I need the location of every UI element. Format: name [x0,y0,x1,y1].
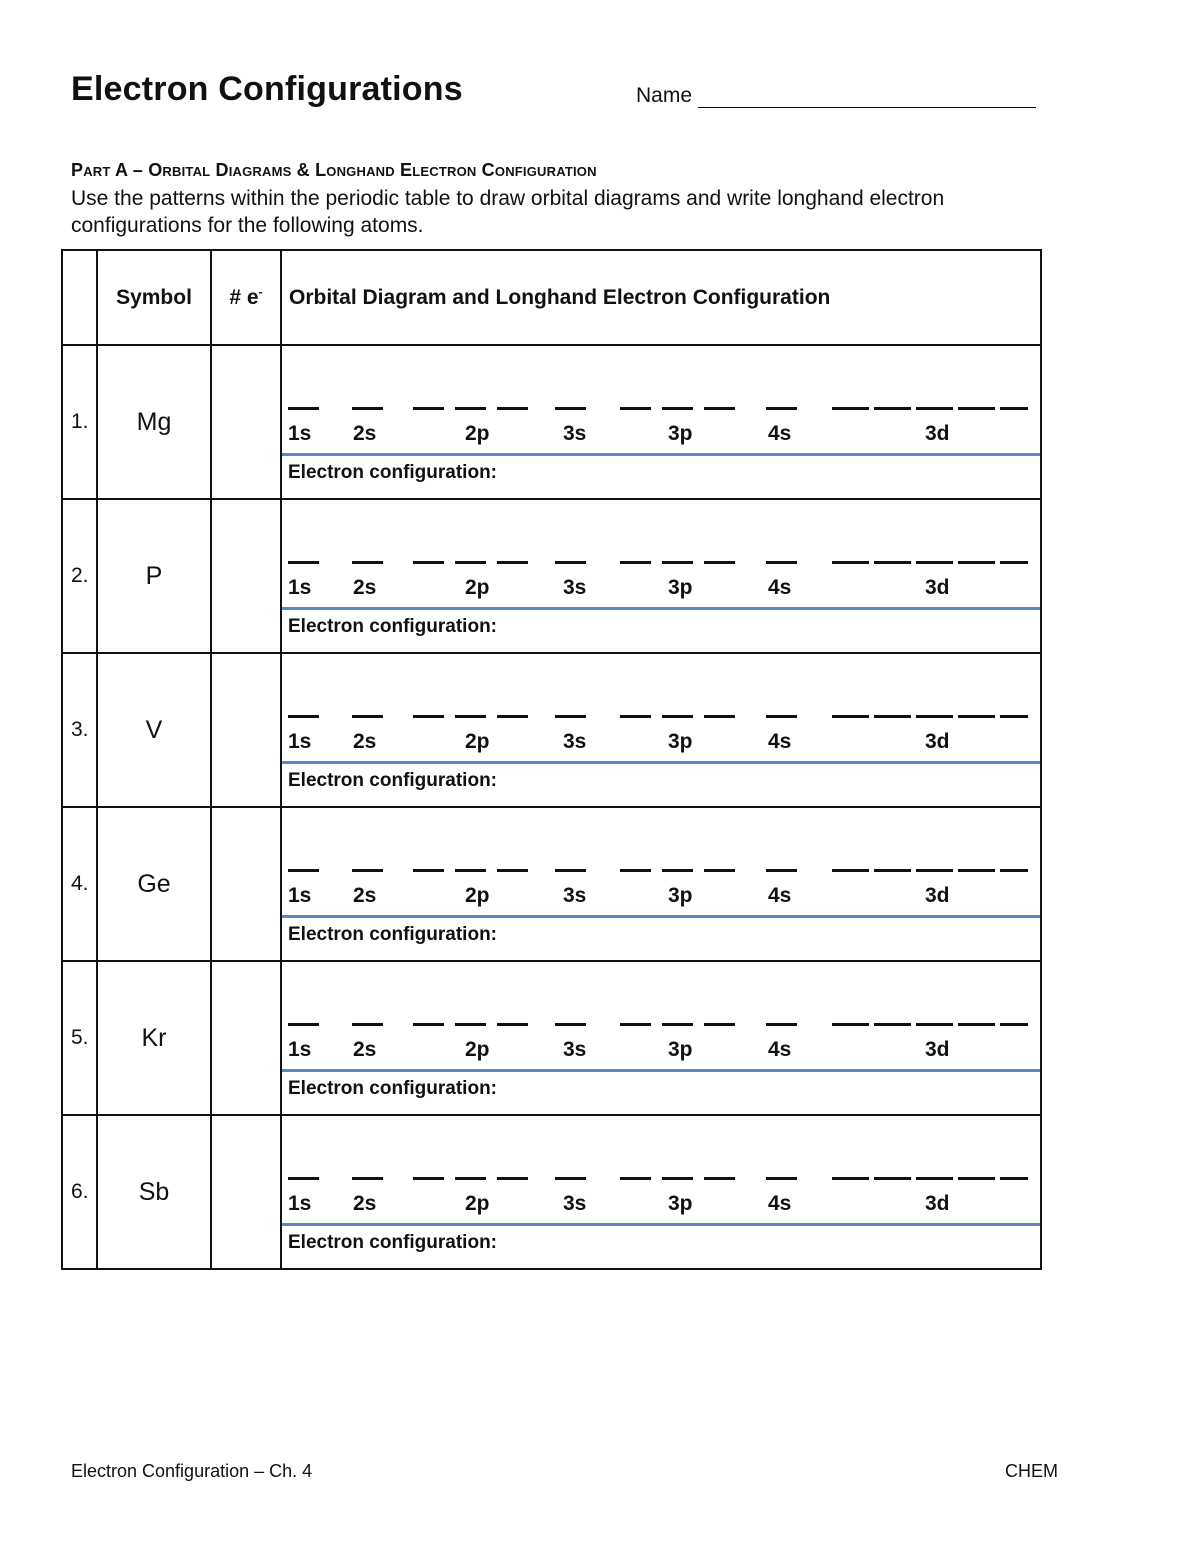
sublevel-label: 3s [563,1038,587,1061]
orbital-blank[interactable] [555,407,586,410]
orbital-blank[interactable] [916,407,953,410]
table-row [62,345,1041,499]
worksheet-table [61,249,1042,1270]
orbital-diagram-cell [281,499,1041,653]
element-symbol: Ge [97,807,211,961]
sublevel-label: 3s [563,576,587,599]
orbital-blank[interactable] [413,1177,444,1180]
orbital-blank[interactable] [352,407,383,410]
sublevel-label: 3p [668,1192,693,1215]
orbital-blank[interactable] [874,715,911,718]
orbital-blank[interactable] [555,715,586,718]
orbital-blank[interactable] [958,869,995,872]
electron-configuration-label: Electron configuration: [288,1078,497,1099]
orbital-blank[interactable] [620,1023,651,1026]
orbital-diagram [282,808,1040,918]
orbital-blank[interactable] [832,869,869,872]
orbital-blank[interactable] [455,407,486,410]
element-symbol: Sb [97,1115,211,1269]
orbital-blank[interactable] [916,869,953,872]
orbital-blank[interactable] [874,561,911,564]
orbital-blank[interactable] [832,1177,869,1180]
orbital-blank[interactable] [766,1023,797,1026]
element-symbol: V [97,653,211,807]
element-symbol: P [97,499,211,653]
orbital-blank[interactable] [288,869,319,872]
sublevel-label: 2p [465,576,490,599]
row-number: 6. [62,1115,97,1269]
orbital-blank[interactable] [874,1023,911,1026]
orbital-blank[interactable] [916,561,953,564]
orbital-blank[interactable] [662,715,693,718]
sublevel-label: 2p [465,730,490,753]
orbital-blank[interactable] [555,869,586,872]
sublevel-label: 2s [353,422,377,445]
sublevel-label: 3d [925,422,950,445]
orbital-diagram [282,500,1040,610]
sublevel-label: 1s [288,576,312,599]
orbital-diagram [282,1116,1040,1226]
electron-count-answer[interactable] [211,961,281,1115]
row-number: 2. [62,499,97,653]
orbital-blank[interactable] [620,561,651,564]
sublevel-label: 3s [563,730,587,753]
sublevel-label: 4s [768,1192,792,1215]
header-number-cell [62,250,97,345]
sublevel-label: 2s [353,1192,377,1215]
sublevel-label: 3p [668,730,693,753]
orbital-blank[interactable] [704,1177,735,1180]
sublevel-label: 3s [563,422,587,445]
sublevel-label: 2p [465,422,490,445]
footer-chapter: Electron Configuration – Ch. 4 [71,1461,313,1481]
orbital-diagram [282,346,1040,456]
electron-configuration-label: Electron configuration: [288,770,497,791]
name-label: Name [636,84,693,107]
section-divider [282,607,1040,610]
sublevel-label: 2s [353,730,377,753]
orbital-blank[interactable] [1000,1023,1028,1026]
orbital-diagram [282,654,1040,764]
sublevel-label: 3p [668,884,693,907]
orbital-diagram-cell [281,807,1041,961]
sublevel-label: 3d [925,884,950,907]
orbital-blank[interactable] [832,407,869,410]
footer-course: CHEM [1005,1461,1058,1481]
electron-configuration-label: Electron configuration: [288,924,497,945]
sublevel-label: 2s [353,576,377,599]
sublevel-label: 4s [768,422,792,445]
orbital-blank[interactable] [662,1023,693,1026]
orbital-blank[interactable] [958,1177,995,1180]
page-title: Electron Configurations [71,70,463,108]
row-number: 3. [62,653,97,807]
header-symbol: Symbol [97,250,211,345]
orbital-blank[interactable] [288,715,319,718]
orbital-blank[interactable] [288,561,319,564]
orbital-blank[interactable] [497,407,528,410]
electron-count-answer[interactable] [211,807,281,961]
sublevel-label: 3p [668,576,693,599]
section-divider [282,1223,1040,1226]
header-electron-count-label: # e [229,286,259,309]
orbital-diagram-cell [281,345,1041,499]
element-symbol: Mg [97,345,211,499]
sublevel-label: 2p [465,1192,490,1215]
orbital-blank[interactable] [620,407,651,410]
section-divider [282,1069,1040,1072]
orbital-blank[interactable] [1000,1177,1028,1180]
orbital-blank[interactable] [1000,715,1028,718]
sublevel-label: 4s [768,884,792,907]
orbital-blank[interactable] [455,561,486,564]
row-number: 5. [62,961,97,1115]
orbital-blank[interactable] [704,715,735,718]
orbital-blank[interactable] [766,1177,797,1180]
orbital-blank[interactable] [832,1023,869,1026]
orbital-blank[interactable] [916,1023,953,1026]
orbital-blank[interactable] [766,869,797,872]
orbital-blank[interactable] [413,561,444,564]
orbital-blank[interactable] [497,561,528,564]
orbital-blank[interactable] [916,715,953,718]
electron-count-answer[interactable] [211,653,281,807]
electron-configuration-label: Electron configuration: [288,462,497,483]
sublevel-label: 3s [563,884,587,907]
sublevel-label: 3p [668,422,693,445]
orbital-blank[interactable] [497,1023,528,1026]
electron-configuration-label: Electron configuration: [288,616,497,637]
sublevel-label: 1s [288,1192,312,1215]
sublevel-label: 1s [288,422,312,445]
orbital-blank[interactable] [455,1023,486,1026]
orbital-blank[interactable] [766,561,797,564]
sublevel-label: 2p [465,1038,490,1061]
orbital-blank[interactable] [288,407,319,410]
orbital-blank[interactable] [413,869,444,872]
orbital-blank[interactable] [497,715,528,718]
element-symbol: Kr [97,961,211,1115]
orbital-blank[interactable] [1000,561,1028,564]
orbital-blank[interactable] [704,869,735,872]
sublevel-label: 4s [768,576,792,599]
sublevel-label: 2p [465,884,490,907]
orbital-blank[interactable] [832,715,869,718]
name-field [636,84,1036,108]
sublevel-label: 3d [925,730,950,753]
table-row [62,499,1041,653]
orbital-blank[interactable] [704,407,735,410]
orbital-blank[interactable] [662,407,693,410]
header-electron-count [211,250,281,345]
orbital-blank[interactable] [497,869,528,872]
orbital-blank[interactable] [958,407,995,410]
table-row [62,807,1041,961]
name-blank-line[interactable] [698,87,1036,108]
orbital-blank[interactable] [455,1177,486,1180]
orbital-blank[interactable] [352,561,383,564]
orbital-blank[interactable] [620,869,651,872]
orbital-blank[interactable] [662,1177,693,1180]
orbital-blank[interactable] [620,1177,651,1180]
sublevel-label: 2s [353,884,377,907]
table-body [62,345,1041,1269]
electron-count-answer[interactable] [211,499,281,653]
orbital-blank[interactable] [455,869,486,872]
orbital-blank[interactable] [874,869,911,872]
table-row [62,1115,1041,1269]
orbital-blank[interactable] [704,1023,735,1026]
orbital-blank[interactable] [413,715,444,718]
sublevel-label: 1s [288,884,312,907]
orbital-blank[interactable] [352,869,383,872]
row-number: 4. [62,807,97,961]
table-header-row [62,250,1041,345]
sublevel-label: 3d [925,576,950,599]
orbital-diagram-cell [281,961,1041,1115]
orbital-blank[interactable] [958,715,995,718]
sublevel-label: 3d [925,1038,950,1061]
orbital-blank[interactable] [874,1177,911,1180]
orbital-blank[interactable] [620,715,651,718]
orbital-diagram-cell [281,653,1041,807]
orbital-blank[interactable] [916,1177,953,1180]
section-divider [282,453,1040,456]
sublevel-label: 2s [353,1038,377,1061]
orbital-blank[interactable] [352,1177,383,1180]
sublevel-label: 3s [563,1192,587,1215]
orbital-blank[interactable] [958,561,995,564]
sublevel-label: 3d [925,1192,950,1215]
orbital-diagram [282,962,1040,1072]
orbital-blank[interactable] [352,1023,383,1026]
electron-count-answer[interactable] [211,1115,281,1269]
orbital-blank[interactable] [766,407,797,410]
orbital-diagram-cell [281,1115,1041,1269]
orbital-blank[interactable] [662,869,693,872]
sublevel-label: 1s [288,1038,312,1061]
sublevel-label: 4s [768,730,792,753]
electron-configuration-label: Electron configuration: [288,1232,497,1253]
sublevel-label: 4s [768,1038,792,1061]
orbital-blank[interactable] [958,1023,995,1026]
orbital-blank[interactable] [874,407,911,410]
sublevel-label: 1s [288,730,312,753]
electron-count-answer[interactable] [211,345,281,499]
table-row [62,961,1041,1115]
section-divider [282,915,1040,918]
orbital-blank[interactable] [455,715,486,718]
part-a-instructions: Use the patterns within the periodic table to draw orbital diagrams and write longhand electron configurations for the following atoms. [71,187,945,237]
table-row [62,653,1041,807]
orbital-blank[interactable] [288,1177,319,1180]
orbital-blank[interactable] [555,1023,586,1026]
section-divider [282,761,1040,764]
orbital-blank[interactable] [766,715,797,718]
orbital-blank[interactable] [1000,869,1028,872]
orbital-blank[interactable] [555,561,586,564]
orbital-blank[interactable] [704,561,735,564]
part-a-heading: Part A – Orbital Diagrams & Longhand Electron Configuration [71,160,597,180]
orbital-blank[interactable] [555,1177,586,1180]
orbital-blank[interactable] [497,1177,528,1180]
orbital-blank[interactable] [413,1023,444,1026]
header-orbital-diagram: Orbital Diagram and Longhand Electron Configuration [281,250,1041,345]
orbital-blank[interactable] [832,561,869,564]
orbital-blank[interactable] [662,561,693,564]
sublevel-label: 3p [668,1038,693,1061]
header-electron-count-sup: - [258,285,263,299]
row-number: 1. [62,345,97,499]
orbital-blank[interactable] [352,715,383,718]
orbital-blank[interactable] [1000,407,1028,410]
orbital-blank[interactable] [288,1023,319,1026]
orbital-blank[interactable] [413,407,444,410]
